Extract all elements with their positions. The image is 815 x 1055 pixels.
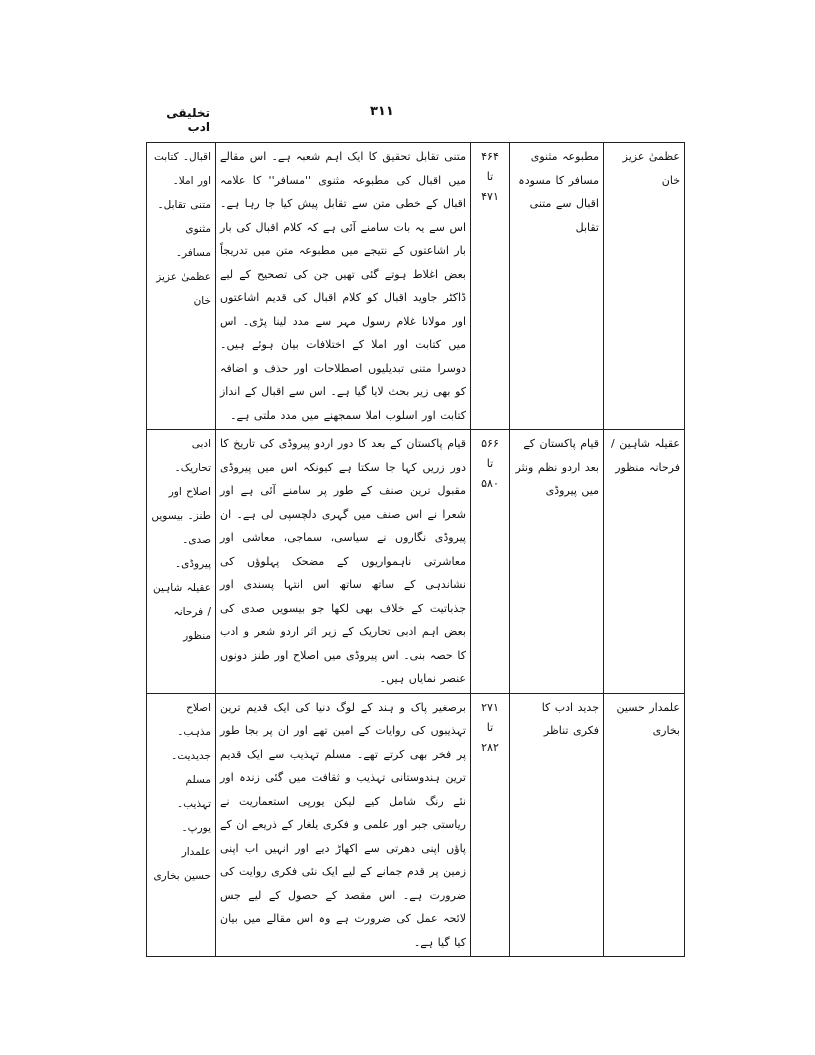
table-row [147,430,685,694]
summary-cell: برصغیر پاک و ہند کے لوگ دنیا کی ایک قدیم ترین تہذیبوں کی روایات کے امین تھے اور ان پر بجا طور پر فخر بھی کرتے تھے۔ مسلم تہذیب سے ایک قدیم ترین ہندوستانی تہذیب و ثقافت میں گئی زندہ اور نئے رنگ شامل کیے لیکن یورپی استعماریت نے ریاستی جبر اور علمی و فکری یلغار کے ذریعے ان کے پاؤں اپنی دھرتی سے اکھاڑ دیے اور انہیں اب اپنی زمین پر قدم جمانے کے لیے ایک نئی فکری روایت کی ضرورت ہے۔ اس مقصد کے حصول کے لیے جس لائحہ عمل کی ضرورت ہے وہ اس مقالے میں بیان کیا گیا ہے۔ [216,693,471,957]
page-number: ۳۱۱ [370,104,394,119]
abstracts-table [146,142,685,957]
title-cell: قیام پاکستان کے بعد اردو نظم ونثر میں پیروڈی [510,430,604,694]
pages-cell: ۴۶۴ تا ۴۷۱ [471,143,510,430]
keywords-cell: ادبی تحاریک۔ اصلاح اور طنز۔ بیسویں صدی۔ پیروڈی۔ عقیلہ شاہین / فرحانہ منظور [147,430,216,694]
title-cell: جدید ادب کا فکری تناظر [510,693,604,957]
author-cell: علمدار حسین بخاری [604,693,685,957]
table-row [147,693,685,957]
table-row [147,143,685,430]
author-cell: عقیلہ شاہین / فرحانہ منظور [604,430,685,694]
title-cell: مطبوعہ مثنوی مسافر کا مسودہ اقبال سے متنی تقابل [510,143,604,430]
keywords-cell: اصلاح مذہب۔ جدیدیت۔ مسلم تہذیب۔ یورپ۔ علمدار حسین بخاری [147,693,216,957]
summary-cell: قیام پاکستان کے بعد کا دور اردو پیروڈی کی تاریخ کا دور زریں کہا جا سکتا ہے کیونکہ اس میں پیروڈی مقبول ترین صنف کے طور پر سامنے آئی ہے اور شعرا نے اس صنف میں گہری دلچسپی لی ہے۔ ان پیروڈی نگاروں نے سیاسی، سماجی، معاشی اور معاشرتی ناہمواریوں کے مضحک پہلوؤں کی نشاندہی کے ساتھ ساتھ اس انتہا پسندی اور جذباتیت کے خلاف بھی لکھا جو بیسویں صدی کی بعض اہم ادبی تحاریک کے زیر اثر اردو شعر و ادب کا حصہ بنی۔ اس پیروڈی میں اصلاح اور طنز دونوں عنصر نمایاں ہیں۔ [216,430,471,694]
author-cell: عظمیٰ عزیز خان [604,143,685,430]
keywords-cell: اقبال۔ کتابت اور املا۔ متنی تقابل۔ مثنوی مسافر۔ عظمیٰ عزیز خان [147,143,216,430]
journal-title: تخلیقی ادب [166,106,210,134]
pages-cell: ۲۷۱ تا ۲۸۲ [471,693,510,957]
pages-cell: ۵۶۶ تا ۵۸۰ [471,430,510,694]
summary-cell: متنی تقابل تحقیق کا ایک اہم شعبہ ہے۔ اس مقالے میں اقبال کی مطبوعہ مثنوی ''مسافر'' کا علامہ اقبال کے خطی متن سے تقابل پیش کیا جا رہا ہے۔ اس سے یہ بات سامنے آئی ہے کہ کلام اقبال کی بار بار اشاعتوں کے نتیجے میں مطبوعہ متن میں تدریجاً بعض اغلاط ہوتے گئی تھیں جن کی تصحیح کے لیے ڈاکٹر جاوید اقبال کو کلام اقبال کی قدیم اشاعتوں اور مولانا غلام رسول مہر سے مدد لینا پڑی۔ اس میں کتابت اور املا کے اختلافات بیان ہوئے ہیں۔ دوسرا متنی تبدیلیوں اصطلاحات اور حذف و اضافہ کو بھی زیر بحث لایا گیا ہے۔ اس سے اقبال کے انداز کتابت اور اسلوب املا سمجھنے میں مدد ملتی ہے۔ [216,143,471,430]
